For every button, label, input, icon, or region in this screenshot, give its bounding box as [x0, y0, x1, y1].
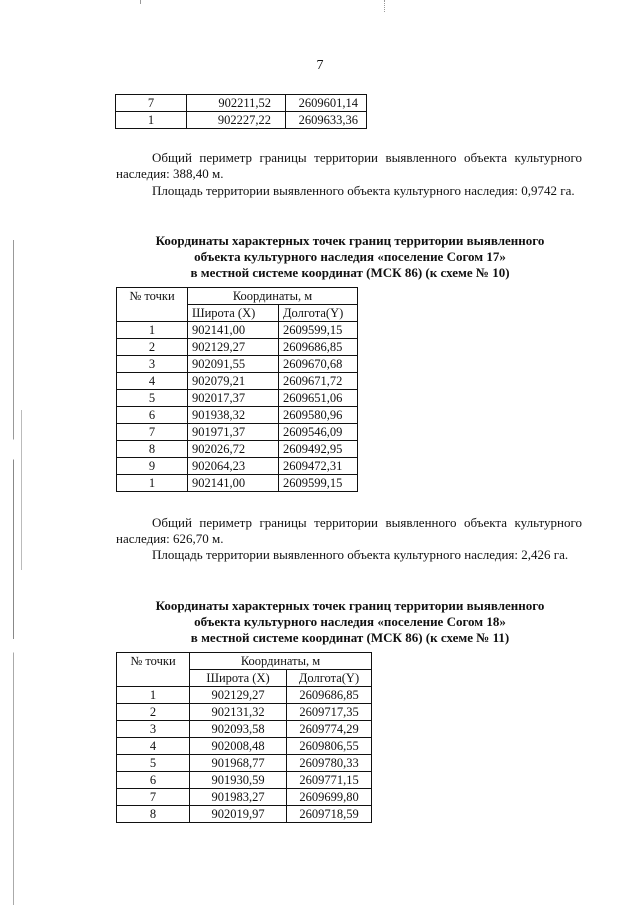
longitude-cell: 2609599,15 — [279, 322, 358, 339]
longitude-cell: 2609717,35 — [287, 704, 372, 721]
table-row — [117, 373, 358, 390]
longitude-cell: 2609580,96 — [279, 407, 358, 424]
latitude-cell: 901968,77 — [190, 755, 287, 772]
longitude-cell: 2609670,68 — [279, 356, 358, 373]
column-header-latitude: Широта (X) — [188, 305, 279, 322]
point-number-cell: 4 — [117, 738, 190, 755]
point-number-cell: 1 — [117, 687, 190, 704]
perimeter-value-text: Общий периметр границы территории выявленного объекта культурного наследия: 388,40 м. — [116, 150, 582, 181]
area-text — [116, 183, 582, 199]
longitude-cell: 2609601,14 — [286, 95, 367, 112]
point-number-cell: 3 — [117, 356, 188, 373]
latitude-cell: 902079,21 — [188, 373, 279, 390]
point-number-cell: 6 — [117, 407, 188, 424]
latitude-cell: 902211,52 — [187, 95, 286, 112]
latitude-cell: 902129,27 — [188, 339, 279, 356]
page-number: 7 — [316, 58, 324, 73]
perimeter-value-text: Общий периметр границы территории выявленного объекта культурного наследия: 626,70 м. — [116, 515, 582, 546]
table-row — [117, 687, 372, 704]
latitude-cell: 902026,72 — [188, 441, 279, 458]
point-number-cell: 2 — [117, 704, 190, 721]
longitude-cell: 2609651,06 — [279, 390, 358, 407]
perimeter-text — [116, 515, 582, 547]
longitude-cell: 2609780,33 — [287, 755, 372, 772]
table-row — [117, 738, 372, 755]
scan-artifact-line — [21, 410, 22, 570]
latitude-cell: 902227,22 — [187, 112, 286, 129]
point-number-cell: 1 — [117, 475, 188, 492]
longitude-cell: 2609633,36 — [286, 112, 367, 129]
table-row — [117, 390, 358, 407]
point-number-cell: 8 — [117, 441, 188, 458]
table-row — [117, 356, 358, 373]
column-header-longitude: Долгота(Y) — [287, 670, 372, 687]
table-row — [117, 407, 358, 424]
latitude-cell: 902093,58 — [190, 721, 287, 738]
longitude-cell: 2609546,09 — [279, 424, 358, 441]
table-row — [117, 755, 372, 772]
area-value-text: Площадь территории выявленного объекта культурного наследия: 0,9742 га. — [152, 183, 575, 198]
latitude-cell: 902064,23 — [188, 458, 279, 475]
longitude-cell: 2609686,85 — [279, 339, 358, 356]
latitude-cell: 902129,27 — [190, 687, 287, 704]
area-value-text: Площадь территории выявленного объекта культурного наследия: 2,426 га. — [152, 547, 569, 562]
point-number-cell: 9 — [117, 458, 188, 475]
longitude-cell: 2609472,31 — [279, 458, 358, 475]
section-heading — [110, 598, 590, 646]
table-row — [117, 789, 372, 806]
table-row — [117, 322, 358, 339]
longitude-cell: 2609699,80 — [287, 789, 372, 806]
point-number-cell: 2 — [117, 339, 188, 356]
latitude-cell: 902091,55 — [188, 356, 279, 373]
coordinates-table-continued — [115, 94, 367, 129]
point-number-cell: 6 — [117, 772, 190, 789]
heading-line: в местной системе координат (МСК 86) (к схеме № 11) — [190, 630, 510, 645]
column-header-coordinates: Координаты, м — [188, 288, 358, 305]
table-row — [116, 95, 367, 112]
column-header-point: № точки — [117, 653, 190, 687]
latitude-cell: 902017,37 — [188, 390, 279, 407]
latitude-cell: 901938,32 — [188, 407, 279, 424]
area-text — [116, 547, 582, 563]
latitude-cell: 902008,48 — [190, 738, 287, 755]
latitude-cell: 902141,00 — [188, 475, 279, 492]
table-row — [116, 112, 367, 129]
longitude-cell: 2609671,72 — [279, 373, 358, 390]
heading-line: Координаты характерных точек границ территории выявленного — [155, 598, 545, 613]
coordinates-table — [116, 652, 372, 823]
heading-line: в местной системе координат (МСК 86) (к схеме № 10) — [190, 265, 510, 280]
table-row — [117, 772, 372, 789]
scan-artifact-mark — [140, 0, 153, 4]
heading-line: объекта культурного наследия «поселение Согом 18» — [194, 614, 506, 629]
scan-artifact-line — [13, 240, 14, 905]
scan-artifact-mark — [384, 0, 387, 12]
point-number-cell: 4 — [117, 373, 188, 390]
latitude-cell: 902131,32 — [190, 704, 287, 721]
perimeter-text — [116, 150, 582, 182]
longitude-cell: 2609718,59 — [287, 806, 372, 823]
column-header-point: № точки — [117, 288, 188, 322]
column-header-coordinates: Координаты, м — [190, 653, 372, 670]
latitude-cell: 902141,00 — [188, 322, 279, 339]
latitude-cell: 901971,37 — [188, 424, 279, 441]
heading-line: Координаты характерных точек границ территории выявленного — [155, 233, 545, 248]
table-row — [117, 424, 358, 441]
longitude-cell: 2609774,29 — [287, 721, 372, 738]
heading-line: объекта культурного наследия «поселение Согом 17» — [194, 249, 506, 264]
table-row — [117, 704, 372, 721]
coordinates-table — [116, 287, 358, 492]
longitude-cell: 2609771,15 — [287, 772, 372, 789]
longitude-cell: 2609686,85 — [287, 687, 372, 704]
point-number-cell: 5 — [117, 390, 188, 407]
point-number-cell: 7 — [117, 424, 188, 441]
longitude-cell: 2609806,55 — [287, 738, 372, 755]
table-row — [117, 339, 358, 356]
point-number-cell: 1 — [116, 112, 187, 129]
point-number-cell: 7 — [117, 789, 190, 806]
section-heading — [110, 233, 590, 281]
column-header-latitude: Широта (X) — [190, 670, 287, 687]
longitude-cell: 2609492,95 — [279, 441, 358, 458]
point-number-cell: 5 — [117, 755, 190, 772]
table-row — [117, 806, 372, 823]
latitude-cell: 902019,97 — [190, 806, 287, 823]
latitude-cell: 901983,27 — [190, 789, 287, 806]
point-number-cell: 3 — [117, 721, 190, 738]
table-row — [117, 721, 372, 738]
longitude-cell: 2609599,15 — [279, 475, 358, 492]
table-row — [117, 458, 358, 475]
latitude-cell: 901930,59 — [190, 772, 287, 789]
table-row — [117, 475, 358, 492]
table-row — [117, 441, 358, 458]
point-number-cell: 8 — [117, 806, 190, 823]
column-header-longitude: Долгота(Y) — [279, 305, 358, 322]
point-number-cell: 7 — [116, 95, 187, 112]
point-number-cell: 1 — [117, 322, 188, 339]
